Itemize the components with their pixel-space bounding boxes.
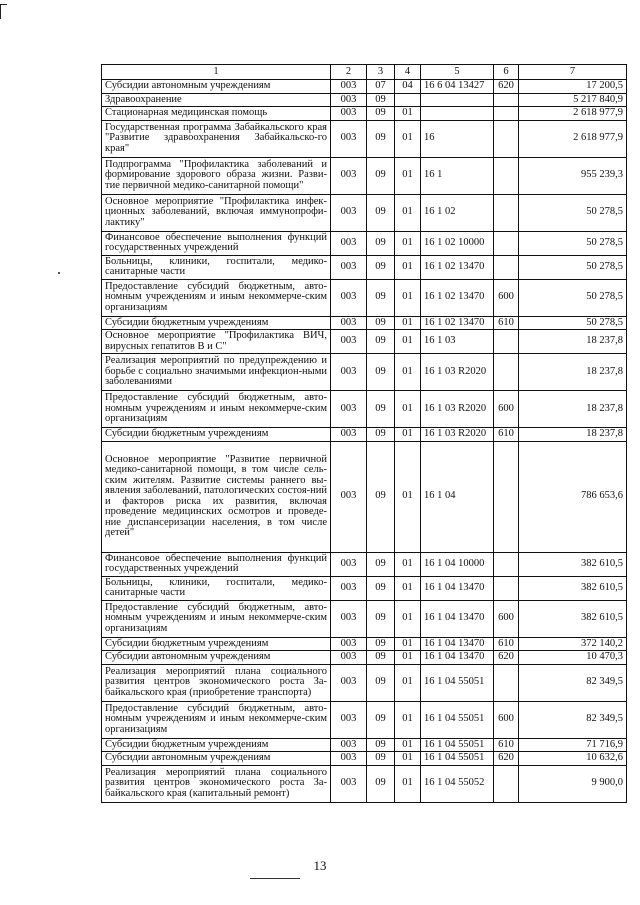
cell-amount: 50 278,5 [519,194,627,231]
cell-section: 09 [367,316,395,330]
cell-name: Реализация мероприятий плана социального развития центров экономического роста За-байкальского края (капитальный ремонт) [102,765,331,802]
cell-expense-type: 600 [494,600,519,637]
table-row [102,107,627,121]
cell-amount: 2 618 977,9 [519,120,627,157]
cell-section: 09 [367,664,395,701]
cell-expense-type [494,765,519,802]
cell-ministry: 003 [331,120,367,157]
cell-expense-type [494,552,519,576]
table-row [102,576,627,600]
cell-expense-type: 600 [494,391,519,428]
cell-section: 09 [367,651,395,665]
cell-name: Предоставление субсидий бюджетным, авто-номным учреждениям и иным некоммерче-ским организациям [102,701,331,738]
cell-section: 09 [367,120,395,157]
cell-amount: 955 239,3 [519,157,627,194]
cell-subsection: 01 [395,107,421,121]
cell-section: 09 [367,93,395,107]
table-row [102,738,627,752]
cell-ministry: 003 [331,552,367,576]
cell-ministry: 003 [331,107,367,121]
cell-amount: 18 237,8 [519,428,627,442]
cell-target-article: 16 [421,120,494,157]
cell-subsection: 01 [395,354,421,391]
cell-amount: 10 632,6 [519,752,627,766]
cell-amount: 50 278,5 [519,316,627,330]
table-body [102,80,627,803]
cell-amount: 18 237,8 [519,330,627,354]
cell-target-article: 16 1 04 13470 [421,637,494,651]
cell-amount: 382 610,5 [519,600,627,637]
cell-section: 09 [367,752,395,766]
cell-expense-type: 610 [494,637,519,651]
table-row [102,330,627,354]
cell-section: 07 [367,80,395,94]
table-header-row [102,65,627,80]
cell-amount: 18 237,8 [519,354,627,391]
cell-subsection: 01 [395,194,421,231]
table-row [102,441,627,552]
cell-name: Субсидии бюджетным учреждениям [102,738,331,752]
table-row [102,664,627,701]
cell-section: 09 [367,354,395,391]
scan-dot [58,272,60,274]
table-row [102,637,627,651]
footer-divider [250,878,300,879]
cell-name: Больницы, клиники, госпитали, медико-санитарные части [102,576,331,600]
cell-subsection: 01 [395,552,421,576]
cell-ministry: 003 [331,255,367,279]
cell-amount: 50 278,5 [519,231,627,255]
table-row [102,80,627,94]
cell-section: 09 [367,428,395,442]
cell-amount: 50 278,5 [519,279,627,316]
cell-name: Субсидии бюджетным учреждениям [102,428,331,442]
cell-expense-type: 600 [494,701,519,738]
table-row [102,194,627,231]
cell-section: 09 [367,157,395,194]
cell-ministry: 003 [331,93,367,107]
table-row [102,316,627,330]
cell-ministry: 003 [331,279,367,316]
cell-target-article: 16 1 04 [421,441,494,552]
page-number: 13 [313,858,327,873]
cell-name: Предоставление субсидий бюджетным, авто-номным учреждениям и иным некоммерче-ским организациям [102,279,331,316]
cell-expense-type [494,330,519,354]
cell-subsection: 01 [395,391,421,428]
cell-ministry: 003 [331,330,367,354]
table-row [102,231,627,255]
cell-expense-type [494,441,519,552]
table-row [102,651,627,665]
cell-section: 09 [367,738,395,752]
cell-section: 09 [367,194,395,231]
table-row [102,157,627,194]
cell-target-article: 16 1 02 13470 [421,279,494,316]
cell-expense-type [494,576,519,600]
cell-amount: 82 349,5 [519,664,627,701]
cell-subsection: 04 [395,80,421,94]
cell-subsection: 01 [395,157,421,194]
cell-target-article: 16 1 04 13470 [421,600,494,637]
cell-expense-type: 610 [494,738,519,752]
cell-name: Субсидии автономным учреждениям [102,80,331,94]
cell-section: 09 [367,391,395,428]
cell-amount: 82 349,5 [519,701,627,738]
cell-section: 09 [367,279,395,316]
col-header-expense-type: 6 [494,65,519,80]
cell-subsection: 01 [395,637,421,651]
cell-target-article: 16 1 02 [421,194,494,231]
cell-subsection: 01 [395,576,421,600]
cell-section: 09 [367,576,395,600]
cell-ministry: 003 [331,391,367,428]
cell-amount: 2 618 977,9 [519,107,627,121]
cell-target-article [421,93,494,107]
cell-name: Подпрограмма "Профилактика заболеваний и формирование здорового образа жизни. Разви-тие первичной медико-санитарной помощи" [102,157,331,194]
cell-target-article: 16 1 02 13470 [421,316,494,330]
cell-ministry: 003 [331,231,367,255]
table-row [102,279,627,316]
cell-expense-type [494,120,519,157]
cell-subsection: 01 [395,231,421,255]
cell-section: 09 [367,600,395,637]
cell-subsection: 01 [395,664,421,701]
cell-ministry: 003 [331,428,367,442]
cell-name: Основное мероприятие "Развитие первичной медико-санитарной помощи, в том числе сель-ским жителям. Развитие системы раннего вы-явления заболеваний, патологических состоя-ний и факторов риска их развития, включая проведение медицинских осмотров и проведе-ние диспансеризации населения, в том числе детей" [102,441,331,552]
cell-name: Финансовое обеспечение выполнения функций государственных учреждений [102,552,331,576]
cell-amount: 18 237,8 [519,391,627,428]
cell-ministry: 003 [331,600,367,637]
cell-name: Государственная программа Забайкальского края "Развитие здравоохранения Забайкальско-го края" [102,120,331,157]
cell-name: Реализация мероприятий по предупреждению и борьбе с социально значимыми инфекцион-ными заболеваниями [102,354,331,391]
cell-target-article: 16 1 04 55051 [421,738,494,752]
cell-target-article: 16 1 04 55051 [421,701,494,738]
cell-ministry: 003 [331,354,367,391]
cell-target-article: 16 1 [421,157,494,194]
cell-subsection: 01 [395,428,421,442]
table-row [102,752,627,766]
table-row [102,765,627,802]
table-row [102,354,627,391]
cell-expense-type [494,194,519,231]
cell-amount: 9 900,0 [519,765,627,802]
cell-expense-type: 620 [494,651,519,665]
cell-subsection: 01 [395,279,421,316]
cell-name: Субсидии автономным учреждениям [102,651,331,665]
cell-name: Финансовое обеспечение выполнения функций государственных учреждений [102,231,331,255]
cell-amount: 17 200,5 [519,80,627,94]
cell-subsection: 01 [395,701,421,738]
table-row [102,428,627,442]
table-row [102,701,627,738]
cell-expense-type: 610 [494,428,519,442]
cell-ministry: 003 [331,752,367,766]
cell-name: Предоставление субсидий бюджетным, авто-номным учреждениям и иным некоммерче-ским организациям [102,391,331,428]
cell-section: 09 [367,637,395,651]
cell-subsection: 01 [395,752,421,766]
cell-ministry: 003 [331,316,367,330]
cell-ministry: 003 [331,194,367,231]
cell-section: 09 [367,107,395,121]
cell-name: Предоставление субсидий бюджетным, авто-номным учреждениям и иным некоммерче-ским организациям [102,600,331,637]
col-header-name: 1 [102,65,331,80]
cell-target-article: 16 1 04 55052 [421,765,494,802]
cell-name: Здравоохранение [102,93,331,107]
cell-subsection: 01 [395,600,421,637]
cell-ministry: 003 [331,441,367,552]
cell-amount: 786 653,6 [519,441,627,552]
cell-section: 09 [367,765,395,802]
budget-table [101,64,627,803]
cell-ministry: 003 [331,651,367,665]
cell-ministry: 003 [331,664,367,701]
cell-target-article: 16 1 04 13470 [421,651,494,665]
cell-section: 09 [367,701,395,738]
cell-section: 09 [367,255,395,279]
cell-amount: 71 716,9 [519,738,627,752]
cell-expense-type [494,354,519,391]
table-row [102,391,627,428]
cell-ministry: 003 [331,738,367,752]
cell-amount: 10 470,3 [519,651,627,665]
cell-subsection: 01 [395,765,421,802]
cell-expense-type [494,255,519,279]
cell-amount: 382 610,5 [519,576,627,600]
cell-expense-type: 610 [494,316,519,330]
cell-section: 09 [367,441,395,552]
col-header-ministry: 2 [331,65,367,80]
cell-ministry: 003 [331,765,367,802]
cell-name: Стационарная медицинская помощь [102,107,331,121]
cell-subsection: 01 [395,255,421,279]
cell-subsection: 01 [395,651,421,665]
cell-target-article: 16 1 04 13470 [421,576,494,600]
cell-expense-type [494,107,519,121]
col-header-section: 3 [367,65,395,80]
cell-name: Субсидии бюджетным учреждениям [102,637,331,651]
cell-section: 09 [367,231,395,255]
cell-expense-type: 620 [494,80,519,94]
cell-subsection: 01 [395,316,421,330]
cell-amount: 372 140,2 [519,637,627,651]
cell-target-article [421,107,494,121]
col-header-subsection: 4 [395,65,421,80]
cell-ministry: 003 [331,637,367,651]
cell-amount: 5 217 840,9 [519,93,627,107]
cell-name: Больницы, клиники, госпитали, медико-санитарные части [102,255,331,279]
cell-subsection: 01 [395,441,421,552]
cell-target-article: 16 6 04 13427 [421,80,494,94]
table-row [102,255,627,279]
cell-target-article: 16 1 02 13470 [421,255,494,279]
cell-section: 09 [367,330,395,354]
col-header-target-article: 5 [421,65,494,80]
cell-target-article: 16 1 02 10000 [421,231,494,255]
table-row [102,552,627,576]
cell-expense-type [494,664,519,701]
cell-amount: 50 278,5 [519,255,627,279]
cell-subsection [395,93,421,107]
cell-target-article: 16 1 03 R2020 [421,391,494,428]
cell-target-article: 16 1 04 55051 [421,664,494,701]
cell-target-article: 16 1 03 R2020 [421,354,494,391]
cell-name: Субсидии бюджетным учреждениям [102,316,331,330]
table-row [102,600,627,637]
cell-subsection: 01 [395,330,421,354]
cell-target-article: 16 1 03 [421,330,494,354]
cell-target-article: 16 1 03 R2020 [421,428,494,442]
col-header-amount: 7 [519,65,627,80]
cell-expense-type [494,93,519,107]
cell-subsection: 01 [395,738,421,752]
cell-name: Основное мероприятие "Профилактика инфек-ционных заболеваний, включая иммунопрофи-лактику" [102,194,331,231]
cell-ministry: 003 [331,576,367,600]
cell-name: Реализация мероприятий плана социального развития центров экономического роста За-байкальского края (приобретение транспорта) [102,664,331,701]
cell-subsection: 01 [395,120,421,157]
cell-expense-type [494,157,519,194]
cell-amount: 382 610,5 [519,552,627,576]
table-row [102,120,627,157]
cell-target-article: 16 1 04 10000 [421,552,494,576]
cell-name: Основное мероприятие "Профилактика ВИЧ, вирусных гепатитов В и С" [102,330,331,354]
cell-name: Субсидии автономным учреждениям [102,752,331,766]
cell-expense-type: 600 [494,279,519,316]
cell-ministry: 003 [331,701,367,738]
cell-ministry: 003 [331,157,367,194]
table-row [102,93,627,107]
cell-expense-type: 620 [494,752,519,766]
cell-ministry: 003 [331,80,367,94]
corner-mark [0,4,7,19]
cell-expense-type [494,231,519,255]
cell-section: 09 [367,552,395,576]
cell-target-article: 16 1 04 55051 [421,752,494,766]
